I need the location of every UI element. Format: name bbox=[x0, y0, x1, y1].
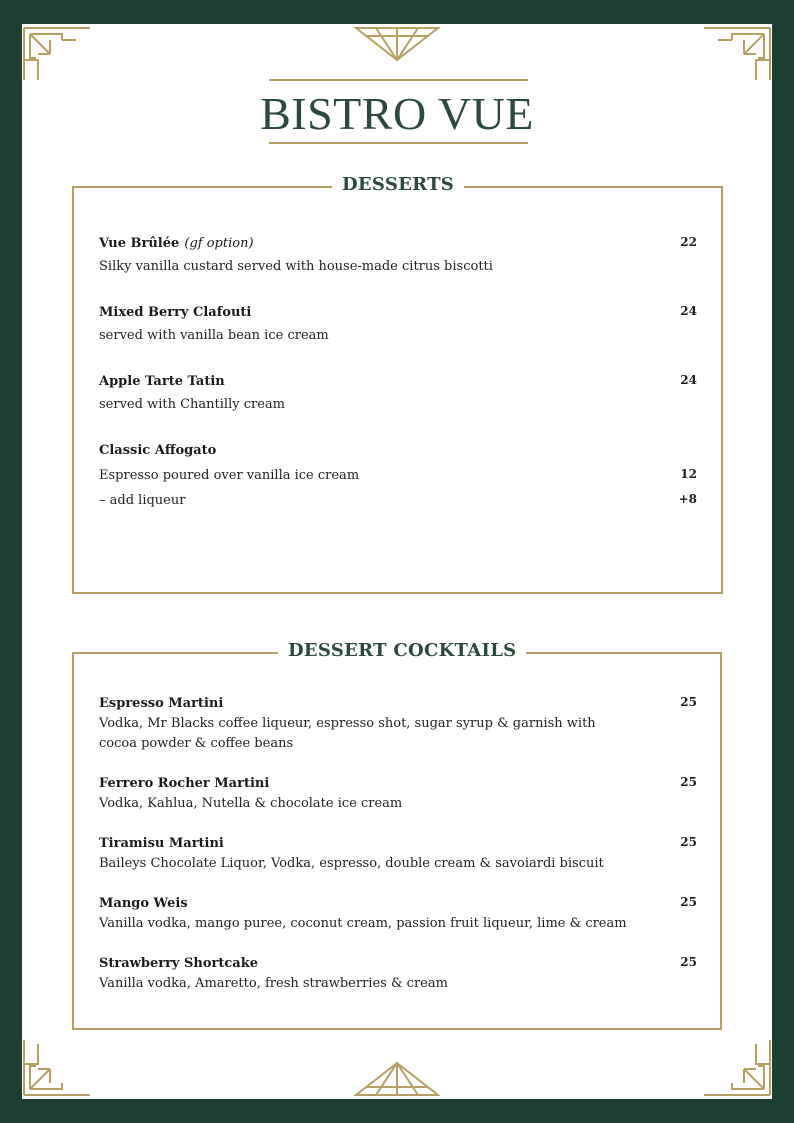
item-price: 12 bbox=[680, 467, 697, 481]
item-description: Vanilla vodka, Amaretto, fresh strawberries & cream bbox=[99, 976, 448, 991]
cocktails-title: DESSERT COCKTAILS bbox=[278, 640, 526, 661]
dessert-item bbox=[99, 370, 697, 415]
addon-label: – add liqueur bbox=[99, 493, 186, 508]
brand-title: BISTRO VUE bbox=[260, 88, 534, 139]
item-price: 25 bbox=[680, 695, 697, 709]
item-description: Silky vanilla custard served with house-made citrus biscotti bbox=[99, 259, 493, 274]
item-name: Ferrero Rocher Martini bbox=[99, 776, 270, 791]
brand-rule-bottom bbox=[269, 142, 528, 144]
brand-rule-top bbox=[269, 79, 528, 81]
item-description: served with vanilla bean ice cream bbox=[99, 328, 329, 343]
item-price: 25 bbox=[680, 955, 697, 969]
item-name: Classic Affogato bbox=[99, 443, 217, 458]
cocktail-item bbox=[99, 692, 697, 754]
item-name: Apple Tarte Tatin bbox=[99, 374, 225, 389]
dessert-item bbox=[99, 301, 697, 346]
item-name: Tiramisu Martini bbox=[99, 836, 224, 851]
item-description: served with Chantilly cream bbox=[99, 397, 285, 412]
item-description: Vodka, Kahlua, Nutella & chocolate ice cream bbox=[99, 796, 403, 811]
item-name: Mango Weis bbox=[99, 896, 188, 911]
cocktail-item bbox=[99, 892, 697, 934]
item-price: 22 bbox=[680, 235, 697, 249]
desserts-title: DESSERTS bbox=[332, 174, 464, 195]
cocktail-item bbox=[99, 832, 697, 874]
item-description: Vanilla vodka, mango puree, coconut cream, passion fruit liqueur, lime & cream bbox=[99, 916, 627, 931]
dessert-item bbox=[99, 232, 697, 277]
item-name: Espresso Martini bbox=[99, 696, 224, 711]
item-price: 24 bbox=[680, 304, 697, 318]
item-price: 25 bbox=[680, 835, 697, 849]
item-name: Strawberry Shortcake bbox=[99, 956, 258, 971]
addon-price: +8 bbox=[678, 492, 697, 506]
item-note: (gf option) bbox=[184, 236, 254, 251]
item-name: Mixed Berry Clafouti bbox=[99, 305, 252, 320]
item-price: 25 bbox=[680, 775, 697, 789]
item-description: Baileys Chocolate Liquor, Vodka, espresso, double cream & savoiardi biscuit bbox=[99, 856, 604, 871]
cocktail-item bbox=[99, 772, 697, 814]
cocktail-item bbox=[99, 952, 697, 994]
item-description: Espresso poured over vanilla ice cream bbox=[99, 468, 360, 483]
item-price: 24 bbox=[680, 373, 697, 387]
item-name: Vue Brûlée bbox=[99, 236, 180, 251]
dessert-item bbox=[99, 439, 697, 511]
item-description: Vodka, Mr Blacks coffee liqueur, espresso shot, sugar syrup & garnish with bbox=[99, 716, 596, 731]
item-description-continued: cocoa powder & coffee beans bbox=[99, 736, 294, 751]
item-price: 25 bbox=[680, 895, 697, 909]
